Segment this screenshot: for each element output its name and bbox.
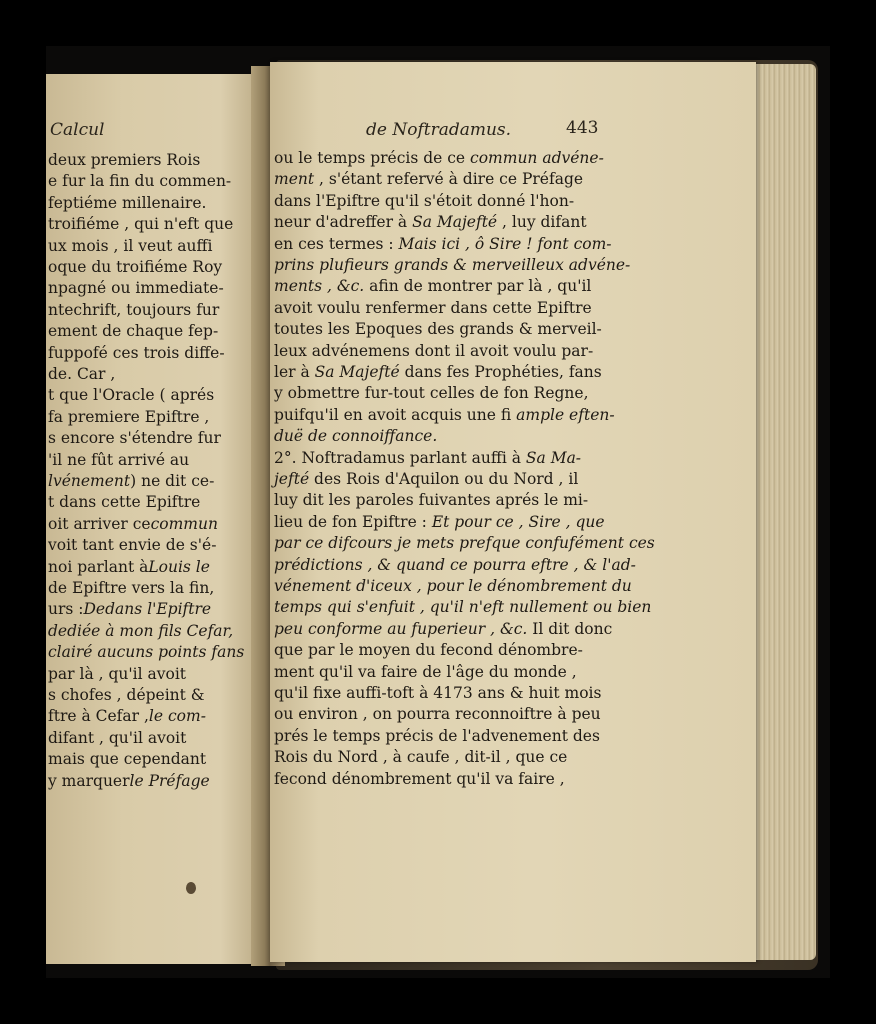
right-text-line: prins plufieurs grands & merveilleux advéne- — [274, 256, 631, 274]
left-text-line: ux mois , il veut auffi — [48, 236, 213, 255]
right-text-line: Rois du Nord , à caufe , dit-il , que ce — [274, 748, 568, 767]
right-text-line: temps qui s'enfuit , qu'il n'eft nullement ou bien — [274, 598, 652, 617]
right-text-line: prédictions , & quand ce pourra eftre , & l'ad- — [274, 555, 636, 574]
left-text-line: difant , qu'il avoit — [48, 728, 187, 747]
right-text-line: vénement d'iceux , pour le dénombrement du — [274, 577, 632, 595]
left-text-line: lvénement) ne dit ce- — [48, 472, 215, 490]
right-text-line: fecond dénombrement qu'il va faire , — [274, 769, 565, 788]
right-text-line: par ce difcours je mets prefque confufément ces — [274, 534, 655, 553]
left-text-line: troifiéme , qui n'eft que — [48, 215, 234, 234]
right-text-line: ou environ , on pourra reconnoiftre à peu — [274, 705, 601, 724]
right-text-line: neur d'adreffer à Sa Majefté , luy difant — [274, 213, 587, 232]
left-text-line: clairé aucuns points fans — [48, 643, 245, 662]
left-text-line: fuppofé ces trois diffe- — [48, 343, 225, 362]
left-text-line: 'il ne fût arrivé au — [48, 450, 190, 469]
left-text-line: oque du troifiéme Roy — [48, 258, 223, 276]
left-text-line: ement de chaque fep- — [48, 322, 219, 341]
left-text-line: oit arriver cecommun — [48, 514, 218, 533]
right-text-line: que par le moyen du fecond dénombre- — [274, 641, 583, 660]
right-text-line: duë de connoiffance. — [274, 427, 438, 446]
left-text-line: feptiéme millenaire. — [48, 193, 207, 212]
right-text-line: toutes les Epoques des grands & merveil- — [274, 320, 602, 339]
right-text-line: prés le temps précis de l'advenement des — [274, 726, 600, 745]
left-text-line: par là , qu'il avoit — [48, 664, 187, 683]
right-text-line: ou le temps précis de ce commun advéne- — [274, 149, 604, 167]
left-text-line: deux premiers Rois — [48, 151, 201, 169]
book-scan — [46, 46, 830, 978]
left-running-head: Calcul — [50, 120, 105, 140]
left-text-line: noi parlant àLouis le — [48, 557, 210, 576]
right-text-line: leux advénemens dont il avoit voulu par- — [274, 341, 594, 360]
right-text-line: ment qu'il va faire de l'âge du monde , — [274, 662, 577, 681]
right-text-line: ment , s'étant refervé à dire ce Préfage — [274, 170, 584, 189]
left-text-line: de. Car , — [48, 365, 116, 383]
left-text-line: urs :Dedans l'Epiftre — [48, 600, 212, 619]
right-text-line: y obmettre fur-tout celles de fon Regne, — [274, 384, 589, 403]
left-text-line: ntechrift, toujours fur — [48, 300, 220, 319]
left-text-line: fa premiere Epiftre , — [48, 407, 210, 426]
left-text-line: s encore s'étendre fur — [48, 429, 221, 448]
left-text-line: mais que cependant — [48, 750, 207, 769]
right-text-line: avoit voulu renfermer dans cette Epiftre — [274, 298, 592, 317]
left-text-line: de Epiftre vers la fin, — [48, 579, 215, 597]
right-text-line: 2°. Noftradamus parlant auffi à Sa Ma- — [274, 448, 582, 467]
left-text-line: t dans cette Epiftre — [48, 493, 201, 512]
left-text-line: e fur la fin du commen- — [48, 172, 232, 191]
right-text-line: dans l'Epiftre qu'il s'étoit donné l'hon- — [274, 191, 575, 210]
left-text-line: npagné ou immediate- — [48, 279, 224, 298]
right-text-line: luy dit les paroles fuivantes aprés le mi- — [274, 491, 589, 510]
right-text-line: peu conforme au fuperieur , &c. Il dit donc — [274, 619, 613, 638]
left-text-line: s chofes , dépeint & — [48, 686, 205, 704]
page-edges — [746, 64, 816, 960]
right-text-line: puifqu'il en avoit acquis une fi ample eften- — [274, 405, 615, 424]
ink-stain — [186, 882, 196, 894]
right-text-line: ler à Sa Majefté dans fes Prophéties, fans — [274, 363, 602, 381]
right-text-line: qu'il fixe auffi-toft à 4173 ans & huit mois — [274, 684, 602, 702]
left-text-line: y marquerle Préfage — [48, 771, 210, 790]
right-text-line: lieu de fon Epiftre : Et pour ce , Sire , que — [274, 512, 605, 531]
right-text-line: jefté des Rois d'Aquilon ou du Nord , il — [274, 470, 579, 488]
left-text-line: ftre à Cefar ,le com- — [48, 707, 206, 726]
left-text-line: voit tant envie de s'é- — [48, 536, 217, 555]
right-running-head: de Noftradamus. — [366, 120, 512, 140]
page-number: 443 — [566, 118, 599, 138]
left-text-line: t que l'Oracle ( aprés — [48, 386, 215, 405]
right-text-line: en ces termes : Mais ici , ô Sire ! font com- — [274, 234, 612, 253]
right-text-line: ments , &c. afin de montrer par là , qu'il — [274, 277, 592, 296]
left-text-line: dediée à mon fils Cefar, — [48, 621, 234, 640]
